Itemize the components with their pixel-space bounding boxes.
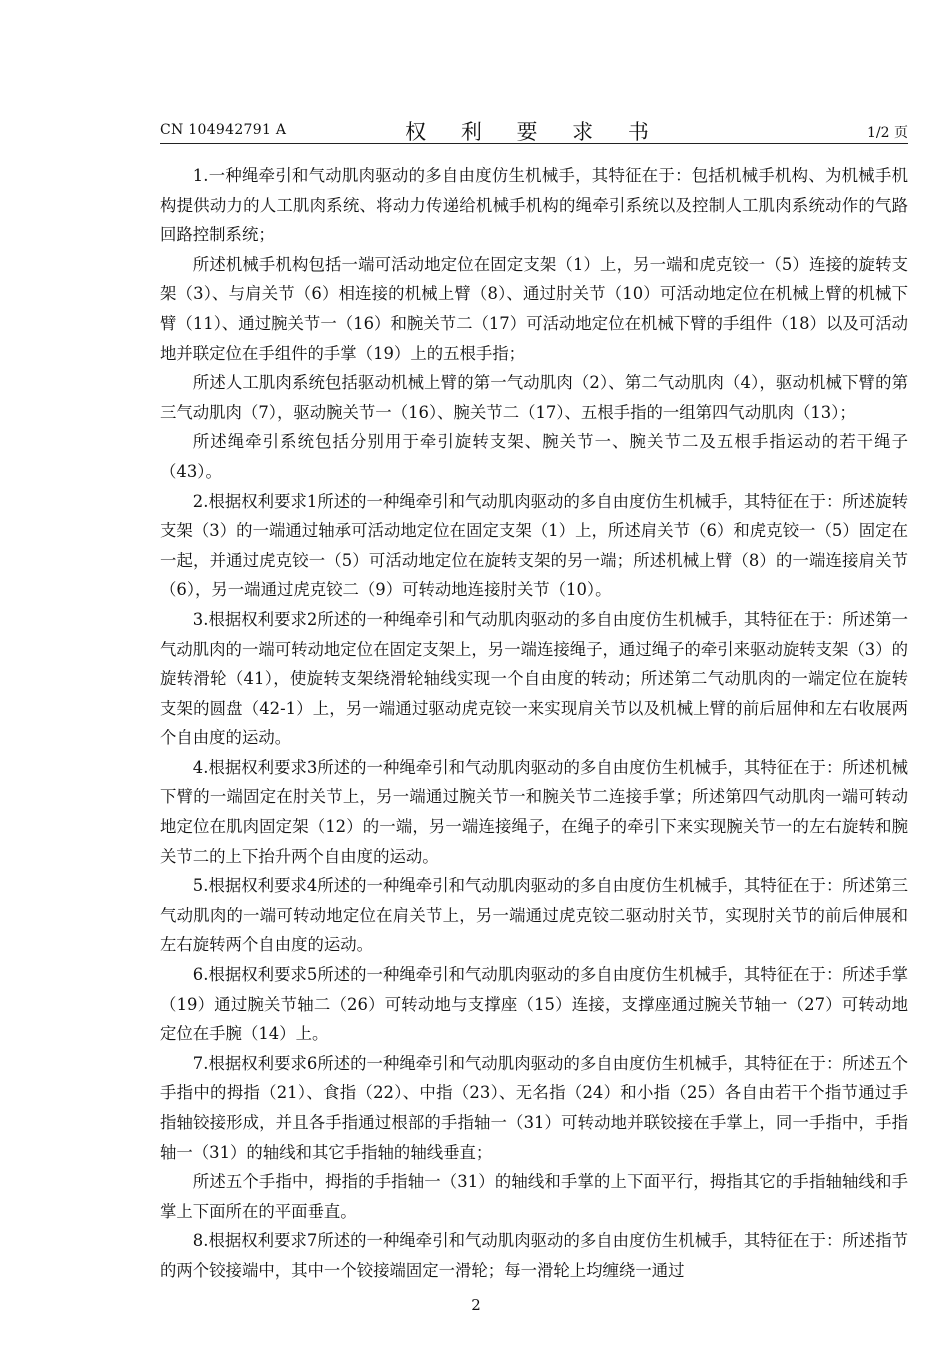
claim-paragraph: 所述绳牵引系统包括分别用于牵引旋转支架、腕关节一、腕关节二及五根手指运动的若干绳子（43）。: [160, 432, 908, 481]
claim-paragraph: 所述五个手指中，拇指的手指轴一（31）的轴线和手掌的上下面平行，拇指其它的手指轴轴线和手掌上下面所在的平面垂直。: [160, 1172, 908, 1221]
header-divider: [160, 143, 908, 144]
page-number: 2: [471, 1296, 481, 1314]
claim-paragraph: 4.根据权利要求3所述的一种绳牵引和气动肌肉驱动的多自由度仿生机械手，其特征在于：所述机械下臂的一端固定在肘关节上，另一端通过腕关节一和腕关节二连接手掌；所述第四气动肌肉一端可转动地定位在肌肉固定架（12）的一端，另一端连接绳子，在绳子的牵引下来实现腕关节一的左右旋转和腕关节二的上下抬升两个自由度的运动。: [160, 757, 908, 866]
claims-body: [160, 161, 908, 1286]
document-header: [160, 116, 908, 142]
claim-paragraph: 1.一种绳牵引和气动肌肉驱动的多自由度仿生机械手，其特征在于：包括机械手机构、为机械手机构提供动力的人工肌肉系统、将动力传递给机械手机构的绳牵引系统以及控制人工肌肉系统动作的气路回路控制系统；: [160, 166, 908, 245]
claim-paragraph: 7.根据权利要求6所述的一种绳牵引和气动肌肉驱动的多自由度仿生机械手，其特征在于：所述五个手指中的拇指（21）、食指（22）、中指（23）、无名指（24）和小指（25）各自由若干个指节通过手指轴铰接形成，并且各手指通过根部的手指轴一（31）可转动地并联铰接在手掌上，同一手指中，手指轴一（31）的轴线和其它手指轴的轴线垂直；: [160, 1053, 908, 1162]
page-indicator: 1/2 页: [867, 125, 908, 141]
claim-paragraph: 3.根据权利要求2所述的一种绳牵引和气动肌肉驱动的多自由度仿生机械手，其特征在于：所述第一气动肌肉的一端可转动地定位在固定支架上，另一端连接绳子，通过绳子的牵引来驱动旋转支架（3）的旋转滑轮（41），使旋转支架绕滑轮轴线实现一个自由度的转动；所述第二气动肌肉的一端定位在旋转支架的圆盘（42-1）上，另一端通过驱动虎克铰一来实现肩关节以及机械上臂的前后屈伸和左右收展两个自由度的运动。: [160, 609, 909, 748]
claim-paragraph: 所述人工肌肉系统包括驱动机械上臂的第一气动肌肉（2）、第二气动肌肉（4），驱动机械下臂的第三气动肌肉（7），驱动腕关节一（16）、腕关节二（17）、五根手指的一组第四气动肌肉（13）；: [160, 373, 908, 422]
claim-paragraph: 2.根据权利要求1所述的一种绳牵引和气动肌肉驱动的多自由度仿生机械手，其特征在于：所述旋转支架（3）的一端通过轴承可活动地定位在固定支架（1）上，所述肩关节（6）和虎克铰一（5）固定在一起，并通过虎克铰一（5）可活动地定位在旋转支架的另一端；所述机械上臂（8）的一端连接肩关节（6），另一端通过虎克铰二（9）可转动地连接肘关节（10）。: [160, 491, 908, 600]
document-title: 权 利 要 求 书: [405, 120, 663, 144]
claim-paragraph: 6.根据权利要求5所述的一种绳牵引和气动肌肉驱动的多自由度仿生机械手，其特征在于：所述手掌（19）通过腕关节轴二（26）可转动地与支撑座（15）连接，支撑座通过腕关节轴一（27）可转动地定位在手腕（14）上。: [160, 965, 908, 1044]
claim-paragraph: 所述机械手机构包括一端可活动地定位在固定支架（1）上，另一端和虎克铰一（5）连接的旋转支架（3）、与肩关节（6）相连接的机械上臂（8）、通过肘关节（10）可活动地定位在机械上臂的机械下臂（11）、通过腕关节一（16）和腕关节二（17）可活动地定位在机械下臂的手组件（18）以及可活动地并联定位在手组件的手掌（19）上的五根手指；: [160, 254, 908, 363]
claim-paragraph: 5.根据权利要求4所述的一种绳牵引和气动肌肉驱动的多自由度仿生机械手，其特征在于：所述第三气动肌肉的一端可转动地定位在肩关节上，另一端通过虎克铰二驱动肘关节，实现肘关节的前后伸展和左右旋转两个自由度的运动。: [160, 876, 908, 955]
publication-number: CN 104942791 A: [160, 122, 287, 138]
claim-paragraph: 8.根据权利要求7所述的一种绳牵引和气动肌肉驱动的多自由度仿生机械手，其特征在于：所述指节的两个铰接端中，其中一个铰接端固定一滑轮；每一滑轮上均缠绕一通过: [160, 1231, 908, 1280]
